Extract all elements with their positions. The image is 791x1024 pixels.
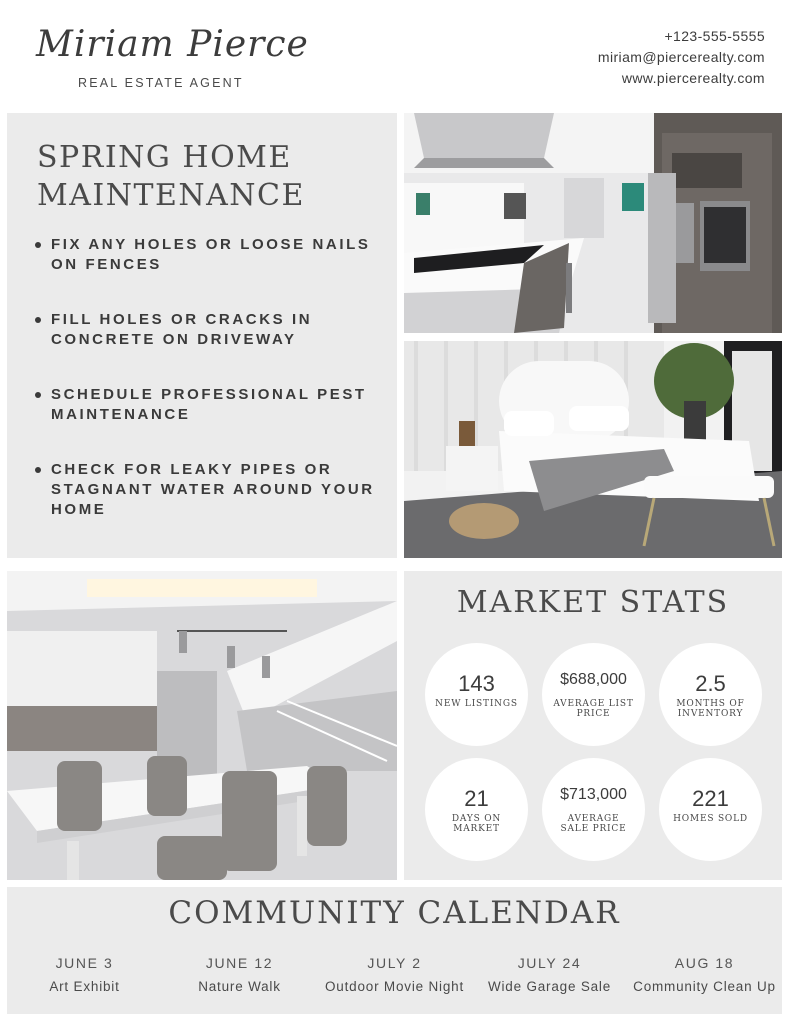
maintenance-title (37, 139, 377, 215)
event-name: Wide Garage Sale (487, 979, 612, 994)
maintenance-item: SCHEDULE PROFESSIONAL PEST MAINTENANCE (35, 385, 385, 425)
event-name: Community Clean Up (633, 979, 776, 994)
maintenance-list (35, 235, 385, 555)
stat-homes-sold (659, 758, 762, 861)
stat-value: $713,000 (560, 786, 627, 803)
brand-signature: Miriam Pierce (36, 24, 309, 65)
event-item (630, 955, 780, 994)
brand-subtitle: REAL ESTATE AGENT (78, 76, 244, 90)
stat-label: AVERAGE SALE PRICE (560, 814, 627, 834)
dining-photo (7, 571, 397, 880)
stat-average-sale-price (542, 758, 645, 861)
stat-value: 2.5 (695, 671, 726, 696)
contact-website: www.piercerealty.com (621, 70, 765, 86)
event-item (165, 955, 315, 994)
event-date: JULY 2 (367, 955, 422, 971)
event-name: Nature Walk (198, 979, 281, 994)
stat-days-on-market (425, 758, 528, 861)
event-item (10, 955, 160, 994)
maintenance-panel (7, 113, 397, 558)
stat-label: DAYS ON MARKET (451, 814, 502, 834)
stat-new-listings (425, 643, 528, 746)
stat-label: MONTHS OF INVENTORY (676, 699, 745, 719)
stat-value: $688,000 (560, 671, 627, 688)
stat-average-list-price (542, 643, 645, 746)
event-date: JUNE 12 (205, 955, 274, 971)
event-date: JUNE 3 (55, 955, 114, 971)
contact-info (598, 26, 765, 89)
bedroom-photo (404, 341, 782, 558)
event-date: AUG 18 (674, 955, 735, 971)
stat-months-of-inventory (659, 643, 762, 746)
contact-email: miriam@piercerealty.com (597, 49, 765, 65)
maintenance-item: CHECK FOR LEAKY PIPES OR STAGNANT WATER AROUND YOUR HOME (35, 460, 385, 520)
maintenance-item: FILL HOLES OR CRACKS IN CONCRETE ON DRIVEWAY (35, 310, 385, 350)
brand-logo (36, 24, 309, 94)
kitchen-photo (404, 113, 782, 333)
event-item (320, 955, 470, 994)
maintenance-title-line2: MAINTENANCE (37, 178, 305, 213)
market-stats-title: MARKET STATS (456, 585, 730, 620)
stat-label: AVERAGE LIST PRICE (553, 699, 634, 719)
stat-value: 21 (464, 786, 489, 811)
event-list (7, 955, 782, 994)
stat-value: 143 (458, 671, 495, 696)
stat-value: 221 (692, 786, 729, 811)
event-name: Outdoor Movie Night (324, 979, 464, 994)
community-calendar-panel (7, 887, 782, 1014)
event-date: JULY 24 (517, 955, 582, 971)
event-name: Art Exhibit (49, 979, 120, 994)
maintenance-item: FIX ANY HOLES OR LOOSE NAILS ON FENCES (35, 235, 385, 275)
community-calendar-title: COMMUNITY CALENDAR (168, 895, 621, 931)
stat-label: NEW LISTINGS (435, 699, 518, 709)
contact-phone: +123-555-5555 (664, 28, 765, 44)
market-stats-panel (404, 571, 782, 880)
event-item (475, 955, 625, 994)
maintenance-title-line1: SPRING HOME (37, 140, 292, 175)
stat-label: HOMES SOLD (673, 814, 748, 824)
